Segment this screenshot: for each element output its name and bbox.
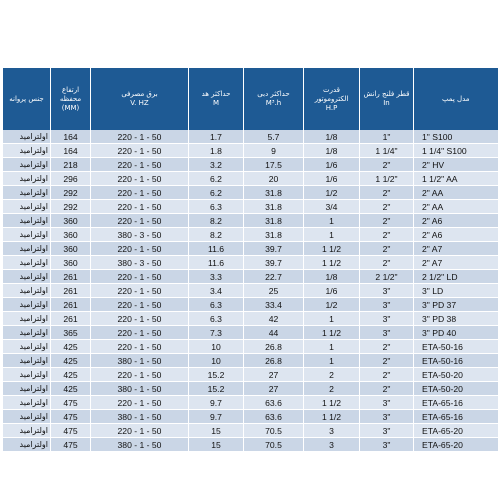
table-row <box>3 326 498 340</box>
cell-discharge-flange-diameter: 2" <box>360 340 414 354</box>
table-row <box>3 340 498 354</box>
cell-motor-power: 2 <box>304 368 360 382</box>
cell-max-flow: 63.6 <box>244 410 304 424</box>
cell-discharge-flange-diameter: 2" <box>360 228 414 242</box>
cell-motor-power: 1 <box>304 312 360 326</box>
cell-discharge-flange-diameter: 3" <box>360 326 414 340</box>
header-line: برق مصرفی <box>121 90 158 98</box>
header-line: M <box>212 99 220 107</box>
cell-power-supply: 380 - 1 - 50 <box>91 382 189 396</box>
cell-housing-height: 425 <box>51 382 91 396</box>
cell-pump-model: ETA-50-16 <box>414 354 498 368</box>
cell-housing-height: 475 <box>51 410 91 424</box>
cell-motor-power: 1/8 <box>304 144 360 158</box>
cell-max-head: 3.2 <box>189 158 244 172</box>
cell-impeller-material: اولترامید <box>3 382 51 396</box>
cell-max-flow: 9 <box>244 144 304 158</box>
cell-power-supply: 220 - 1 - 50 <box>91 312 189 326</box>
cell-max-flow: 5.7 <box>244 130 304 144</box>
cell-motor-power: 1 <box>304 228 360 242</box>
cell-motor-power: 2 <box>304 382 360 396</box>
header-motor-power <box>304 68 360 130</box>
cell-discharge-flange-diameter: 2" <box>360 214 414 228</box>
cell-max-head: 9.7 <box>189 410 244 424</box>
cell-power-supply: 220 - 1 - 50 <box>91 130 189 144</box>
cell-discharge-flange-diameter: 1 1/2" <box>360 172 414 186</box>
cell-power-supply: 380 - 1 - 50 <box>91 354 189 368</box>
cell-housing-height: 475 <box>51 396 91 410</box>
header-discharge-flange-diameter <box>360 68 414 130</box>
cell-housing-height: 475 <box>51 438 91 452</box>
cell-discharge-flange-diameter: 2" <box>360 368 414 382</box>
cell-discharge-flange-diameter: 2" <box>360 256 414 270</box>
header-max-head <box>189 68 244 130</box>
table-body <box>3 130 498 452</box>
cell-max-head: 6.3 <box>189 200 244 214</box>
cell-motor-power: 1/6 <box>304 172 360 186</box>
cell-max-head: 6.2 <box>189 172 244 186</box>
header-line: جنس پروانه <box>9 94 44 103</box>
cell-motor-power: 3/4 <box>304 200 360 214</box>
cell-max-flow: 70.5 <box>244 424 304 438</box>
table-row <box>3 186 498 200</box>
cell-power-supply: 220 - 1 - 50 <box>91 424 189 438</box>
cell-power-supply: 220 - 1 - 50 <box>91 214 189 228</box>
cell-discharge-flange-diameter: 3" <box>360 284 414 298</box>
table-row <box>3 284 498 298</box>
cell-max-head: 15.2 <box>189 382 244 396</box>
cell-max-head: 10 <box>189 354 244 368</box>
cell-max-flow: 27 <box>244 382 304 396</box>
cell-pump-model: ETA-50-20 <box>414 382 498 396</box>
header-line: V. HZ <box>130 99 149 107</box>
cell-impeller-material: اولترامید <box>3 242 51 256</box>
cell-discharge-flange-diameter: 3" <box>360 438 414 452</box>
cell-impeller-material: اولترامید <box>3 424 51 438</box>
cell-housing-height: 218 <box>51 158 91 172</box>
cell-max-flow: 70.5 <box>244 438 304 452</box>
cell-power-supply: 380 - 3 - 50 <box>91 256 189 270</box>
cell-impeller-material: اولترامید <box>3 410 51 424</box>
cell-pump-model: ETA-50-20 <box>414 368 498 382</box>
cell-discharge-flange-diameter: 1 1/4" <box>360 144 414 158</box>
cell-motor-power: 1 <box>304 354 360 368</box>
cell-housing-height: 360 <box>51 228 91 242</box>
header-line: حداکثر دبی <box>257 90 290 98</box>
cell-power-supply: 220 - 1 - 50 <box>91 298 189 312</box>
cell-impeller-material: اولترامید <box>3 228 51 242</box>
cell-max-flow: 31.8 <box>244 228 304 242</box>
cell-motor-power: 1 1/2 <box>304 242 360 256</box>
cell-power-supply: 220 - 1 - 50 <box>91 396 189 410</box>
cell-housing-height: 360 <box>51 256 91 270</box>
header-line: حداکثر هد <box>201 90 231 98</box>
cell-power-supply: 220 - 1 - 50 <box>91 326 189 340</box>
cell-housing-height: 164 <box>51 130 91 144</box>
cell-impeller-material: اولترامید <box>3 144 51 158</box>
cell-pump-model: 1" S100 <box>414 130 498 144</box>
cell-power-supply: 220 - 1 - 50 <box>91 158 189 172</box>
cell-discharge-flange-diameter: 2" <box>360 354 414 368</box>
cell-max-flow: 22.7 <box>244 270 304 284</box>
cell-power-supply: 220 - 1 - 50 <box>91 186 189 200</box>
cell-housing-height: 425 <box>51 340 91 354</box>
cell-discharge-flange-diameter: 3" <box>360 396 414 410</box>
header-line: قطر فلنج رانش <box>363 90 410 98</box>
cell-housing-height: 360 <box>51 242 91 256</box>
cell-impeller-material: اولترامید <box>3 326 51 340</box>
cell-pump-model: 2" AA <box>414 200 498 214</box>
cell-max-flow: 42 <box>244 312 304 326</box>
cell-power-supply: 220 - 1 - 50 <box>91 144 189 158</box>
cell-motor-power: 1/6 <box>304 284 360 298</box>
cell-max-head: 15 <box>189 438 244 452</box>
table-row <box>3 242 498 256</box>
cell-max-flow: 31.8 <box>244 214 304 228</box>
cell-max-flow: 33.4 <box>244 298 304 312</box>
cell-impeller-material: اولترامید <box>3 130 51 144</box>
cell-power-supply: 220 - 1 - 50 <box>91 242 189 256</box>
cell-pump-model: 2 1/2" LD <box>414 270 498 284</box>
cell-max-flow: 31.8 <box>244 186 304 200</box>
cell-max-head: 8.2 <box>189 228 244 242</box>
cell-discharge-flange-diameter: 2" <box>360 200 414 214</box>
cell-discharge-flange-diameter: 2" <box>360 382 414 396</box>
cell-max-head: 8.2 <box>189 214 244 228</box>
cell-housing-height: 164 <box>51 144 91 158</box>
table-row <box>3 228 498 242</box>
header-line: الکتروموتور <box>314 94 349 103</box>
cell-pump-model: 2" A6 <box>414 214 498 228</box>
cell-discharge-flange-diameter: 3" <box>360 424 414 438</box>
table-row <box>3 270 498 284</box>
cell-impeller-material: اولترامید <box>3 298 51 312</box>
cell-impeller-material: اولترامید <box>3 214 51 228</box>
cell-impeller-material: اولترامید <box>3 284 51 298</box>
cell-housing-height: 292 <box>51 200 91 214</box>
cell-power-supply: 380 - 3 - 50 <box>91 228 189 242</box>
cell-max-head: 10 <box>189 340 244 354</box>
table-row <box>3 410 498 424</box>
cell-housing-height: 261 <box>51 312 91 326</box>
header-line: (MM) <box>61 103 80 112</box>
cell-housing-height: 261 <box>51 298 91 312</box>
cell-power-supply: 220 - 1 - 50 <box>91 340 189 354</box>
cell-discharge-flange-diameter: 2" <box>360 158 414 172</box>
table-header-row <box>3 68 498 130</box>
cell-power-supply: 380 - 1 - 50 <box>91 438 189 452</box>
cell-pump-model: 1 1/4" S100 <box>414 144 498 158</box>
cell-motor-power: 1 1/2 <box>304 326 360 340</box>
cell-impeller-material: اولترامید <box>3 172 51 186</box>
header-line: ارتفاع محفظه <box>59 85 82 103</box>
cell-impeller-material: اولترامید <box>3 312 51 326</box>
cell-pump-model: 2" A6 <box>414 228 498 242</box>
cell-motor-power: 1/2 <box>304 298 360 312</box>
cell-max-head: 1.8 <box>189 144 244 158</box>
pump-spec-table-container <box>2 68 497 452</box>
cell-pump-model: 2" A7 <box>414 242 498 256</box>
cell-pump-model: 2" A7 <box>414 256 498 270</box>
cell-motor-power: 1/6 <box>304 158 360 172</box>
cell-discharge-flange-diameter: 2" <box>360 186 414 200</box>
cell-max-head: 15 <box>189 424 244 438</box>
cell-max-head: 3.3 <box>189 270 244 284</box>
cell-motor-power: 3 <box>304 424 360 438</box>
cell-pump-model: 3" PD 37 <box>414 298 498 312</box>
table-row <box>3 256 498 270</box>
cell-discharge-flange-diameter: 3" <box>360 298 414 312</box>
header-line: قدرت <box>323 85 340 94</box>
cell-impeller-material: اولترامید <box>3 256 51 270</box>
cell-max-head: 11.6 <box>189 256 244 270</box>
cell-motor-power: 1 1/2 <box>304 256 360 270</box>
cell-impeller-material: اولترامید <box>3 368 51 382</box>
cell-motor-power: 1 1/2 <box>304 396 360 410</box>
table-row <box>3 172 498 186</box>
cell-housing-height: 360 <box>51 214 91 228</box>
cell-discharge-flange-diameter: 2" <box>360 242 414 256</box>
header-line: In <box>383 99 390 107</box>
table-row <box>3 354 498 368</box>
cell-pump-model: 2" HV <box>414 158 498 172</box>
cell-max-flow: 26.8 <box>244 354 304 368</box>
pump-spec-table <box>2 68 498 452</box>
cell-impeller-material: اولترامید <box>3 340 51 354</box>
cell-max-head: 7.3 <box>189 326 244 340</box>
header-max-flow <box>244 68 304 130</box>
cell-max-head: 1.7 <box>189 130 244 144</box>
cell-max-flow: 17.5 <box>244 158 304 172</box>
cell-max-flow: 27 <box>244 368 304 382</box>
cell-pump-model: 3" PD 40 <box>414 326 498 340</box>
cell-power-supply: 220 - 1 - 50 <box>91 270 189 284</box>
cell-impeller-material: اولترامید <box>3 354 51 368</box>
table-row <box>3 130 498 144</box>
cell-max-head: 3.4 <box>189 284 244 298</box>
cell-pump-model: ETA-65-20 <box>414 424 498 438</box>
table-row <box>3 312 498 326</box>
cell-max-flow: 25 <box>244 284 304 298</box>
cell-impeller-material: اولترامید <box>3 270 51 284</box>
table-row <box>3 298 498 312</box>
cell-max-flow: 26.8 <box>244 340 304 354</box>
cell-max-flow: 44 <box>244 326 304 340</box>
cell-motor-power: 1/8 <box>304 270 360 284</box>
cell-motor-power: 1/8 <box>304 130 360 144</box>
cell-motor-power: 3 <box>304 438 360 452</box>
cell-impeller-material: اولترامید <box>3 200 51 214</box>
cell-max-flow: 20 <box>244 172 304 186</box>
cell-max-head: 6.2 <box>189 186 244 200</box>
cell-pump-model: 3" LD <box>414 284 498 298</box>
cell-max-head: 9.7 <box>189 396 244 410</box>
cell-housing-height: 292 <box>51 186 91 200</box>
cell-max-flow: 63.6 <box>244 396 304 410</box>
header-power-supply <box>91 68 189 130</box>
cell-impeller-material: اولترامید <box>3 438 51 452</box>
cell-max-head: 6.3 <box>189 298 244 312</box>
cell-max-head: 11.6 <box>189 242 244 256</box>
table-row <box>3 424 498 438</box>
cell-max-head: 6.3 <box>189 312 244 326</box>
table-row <box>3 200 498 214</box>
cell-impeller-material: اولترامید <box>3 186 51 200</box>
cell-housing-height: 425 <box>51 354 91 368</box>
cell-pump-model: 1 1/2" AA <box>414 172 498 186</box>
header-pump-model <box>414 68 498 130</box>
cell-motor-power: 1/2 <box>304 186 360 200</box>
table-row <box>3 438 498 452</box>
cell-power-supply: 220 - 1 - 50 <box>91 172 189 186</box>
cell-max-flow: 39.7 <box>244 256 304 270</box>
cell-discharge-flange-diameter: 3" <box>360 312 414 326</box>
cell-impeller-material: اولترامید <box>3 158 51 172</box>
header-line: H.P <box>325 103 338 112</box>
cell-housing-height: 296 <box>51 172 91 186</box>
cell-max-flow: 31.8 <box>244 200 304 214</box>
table-row <box>3 158 498 172</box>
header-impeller-material <box>3 68 51 130</box>
cell-motor-power: 1 1/2 <box>304 410 360 424</box>
cell-power-supply: 220 - 1 - 50 <box>91 284 189 298</box>
cell-impeller-material: اولترامید <box>3 396 51 410</box>
cell-pump-model: ETA-65-16 <box>414 410 498 424</box>
table-row <box>3 144 498 158</box>
cell-housing-height: 425 <box>51 368 91 382</box>
cell-housing-height: 261 <box>51 270 91 284</box>
cell-pump-model: 3" PD 38 <box>414 312 498 326</box>
cell-pump-model: ETA-50-16 <box>414 340 498 354</box>
cell-motor-power: 1 <box>304 214 360 228</box>
cell-pump-model: ETA-65-16 <box>414 396 498 410</box>
table-row <box>3 214 498 228</box>
table-row <box>3 382 498 396</box>
cell-discharge-flange-diameter: 1" <box>360 130 414 144</box>
cell-power-supply: 380 - 1 - 50 <box>91 410 189 424</box>
cell-housing-height: 365 <box>51 326 91 340</box>
cell-power-supply: 220 - 1 - 50 <box>91 200 189 214</box>
cell-motor-power: 1 <box>304 340 360 354</box>
header-line: M³.h <box>265 99 282 107</box>
table-row <box>3 396 498 410</box>
cell-housing-height: 475 <box>51 424 91 438</box>
cell-pump-model: ETA-65-20 <box>414 438 498 452</box>
header-line: مدل پمپ <box>441 94 470 103</box>
cell-discharge-flange-diameter: 2 1/2" <box>360 270 414 284</box>
cell-discharge-flange-diameter: 3" <box>360 410 414 424</box>
cell-power-supply: 220 - 1 - 50 <box>91 368 189 382</box>
header-housing-height <box>51 68 91 130</box>
cell-pump-model: 2" AA <box>414 186 498 200</box>
cell-max-flow: 39.7 <box>244 242 304 256</box>
cell-max-head: 15.2 <box>189 368 244 382</box>
cell-housing-height: 261 <box>51 284 91 298</box>
table-row <box>3 368 498 382</box>
